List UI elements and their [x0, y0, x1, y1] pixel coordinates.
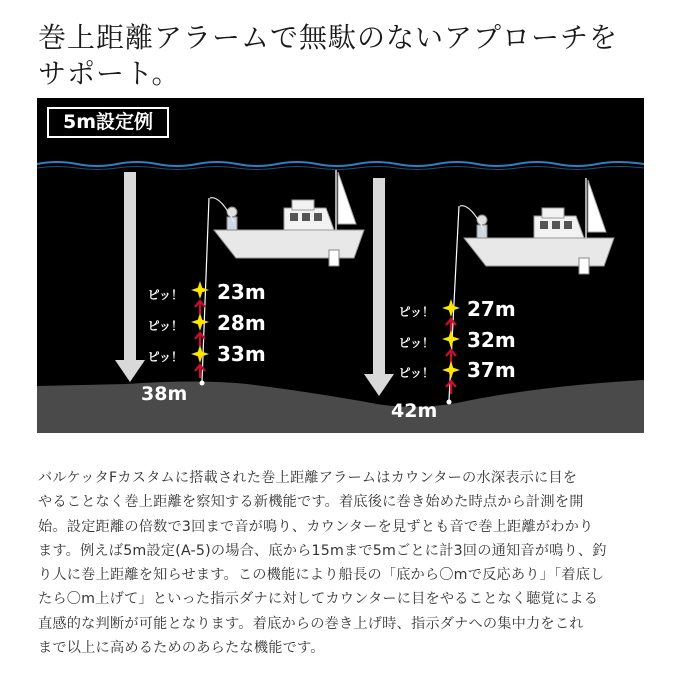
depth-label-right-3: 37m — [467, 358, 516, 382]
diagram-canvas — [37, 98, 644, 433]
sinker-right — [447, 400, 452, 405]
depth-label-right-1: 27m — [467, 297, 516, 321]
depth-label-left-3: 33m — [217, 342, 266, 366]
title-line-2: サポート。 — [38, 57, 181, 90]
depth-label-left-2: 28m — [217, 311, 266, 335]
sound-label-right-3: ピッ！ — [398, 366, 434, 380]
page-title — [38, 20, 658, 92]
bottom-depth-right: 42m — [391, 400, 438, 422]
boat-left — [210, 170, 364, 266]
depth-arrow-right — [364, 178, 394, 396]
description-line-2: やることなく巻上距離を察知する新機能です。着底後に巻き始めた時点から計測を開 — [38, 494, 584, 511]
depth-label-right-2: 32m — [467, 328, 516, 352]
sinker-left — [200, 381, 205, 386]
alert-right-2 — [442, 330, 460, 363]
sound-label-left-3: ピッ！ — [147, 350, 183, 364]
sound-label-left-1: ピッ！ — [147, 288, 183, 302]
depth-arrow-left — [115, 172, 145, 382]
sound-label-right-2: ピッ！ — [398, 336, 434, 350]
alert-left-3 — [191, 345, 209, 378]
sound-label-right-1: ピッ！ — [398, 305, 434, 319]
description-line-4: ます。例えば5m設定(A-5)の場合、底から15mまで5mごとに計3回の通知音が鳴り、釣 — [38, 542, 607, 559]
alert-left-1 — [191, 281, 209, 314]
description-line-6: たら〇m上げて」といった指示ダナに対してカウンターに目をやることなく聴覚による — [38, 591, 599, 608]
alert-left-2 — [191, 313, 209, 346]
alarm-diagram — [37, 98, 644, 433]
description-paragraph — [38, 466, 644, 660]
setting-example-badge: 5m設定例 — [47, 107, 169, 138]
depth-label-left-1: 23m — [217, 280, 266, 304]
description-line-1: バルケッタFカスタムに搭載された巻上距離アラームはカウンターの水深表示に目を — [38, 470, 578, 486]
description-line-7: 直感的な判断が可能となります。着底からの巻き上げ時、指示ダナへの集中力をこれ — [38, 615, 584, 632]
description-line-5: り人に巻上距離を知らせます。この機能により船長の「底から〇mで反応あり」「着底し — [38, 567, 605, 584]
description-line-3: 始。設定距離の倍数で3回まで音が鳴り、カウンターを見ずとも音で巻上距離がわかり — [38, 518, 594, 535]
boat-right — [460, 178, 614, 274]
description-line-8: まで以上に高めるためのあらたな機能です。 — [38, 640, 325, 657]
bottom-depth-left: 38m — [141, 383, 188, 405]
alert-right-3 — [442, 361, 460, 394]
title-line-1: 巻上距離アラームで無駄のないアプローチを — [38, 21, 619, 54]
alert-right-1 — [442, 299, 460, 332]
sound-label-left-2: ピッ！ — [147, 319, 183, 333]
water-surface — [37, 162, 644, 170]
seabed — [37, 380, 644, 433]
